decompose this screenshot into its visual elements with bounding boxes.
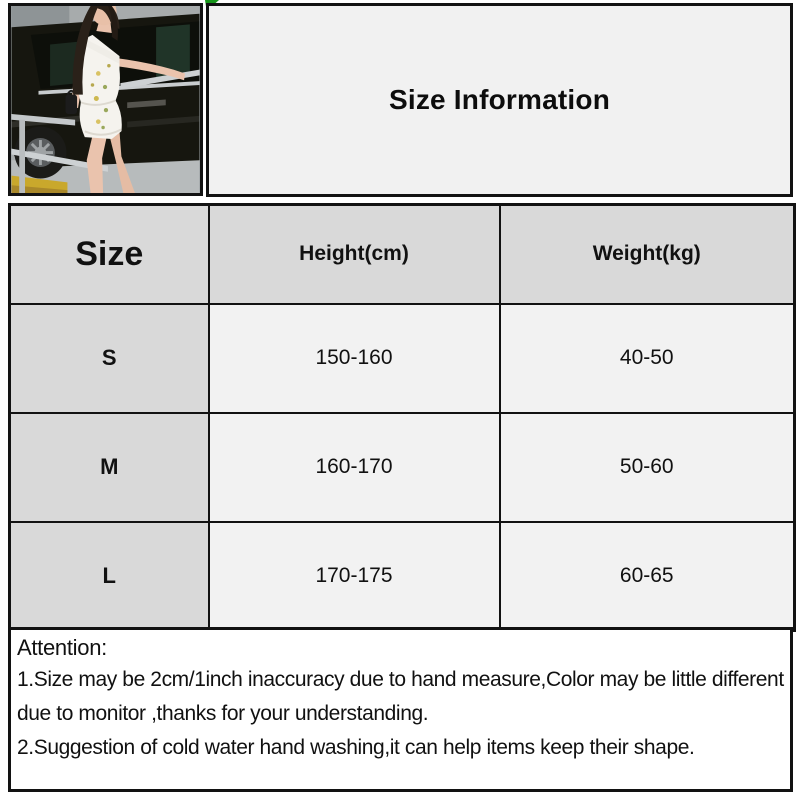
attention-box [8,627,793,792]
product-photo-illustration [11,6,200,193]
weight-value: 60-65 [500,522,795,631]
table-header-row [10,205,795,304]
attention-item: 2.Suggestion of cold water hand washing,it can help items keep their shape. [17,736,695,759]
column-header-weight: Weight(kg) [500,205,795,304]
weight-value: 40-50 [500,304,795,413]
attention-item: 1.Size may be 2cm/1inch inaccuracy due to hand measure,Color may be little different due to monitor ,thanks for your understanding. [17,668,784,725]
height-value: 160-170 [209,413,500,522]
size-label: S [10,304,209,413]
size-table [8,203,796,632]
height-value: 170-175 [209,522,500,631]
product-photo [8,3,203,196]
size-label: M [10,413,209,522]
size-label: L [10,522,209,631]
table-row-m [10,413,795,522]
size-information-panel [206,3,793,197]
table-row-s [10,304,795,413]
table-row-l [10,522,795,631]
attention-heading: Attention: [17,635,107,660]
page-title: Size Information [389,84,610,115]
height-value: 150-160 [209,304,500,413]
column-header-size: Size [10,205,209,304]
weight-value: 50-60 [500,413,795,522]
column-header-height: Height(cm) [209,205,500,304]
